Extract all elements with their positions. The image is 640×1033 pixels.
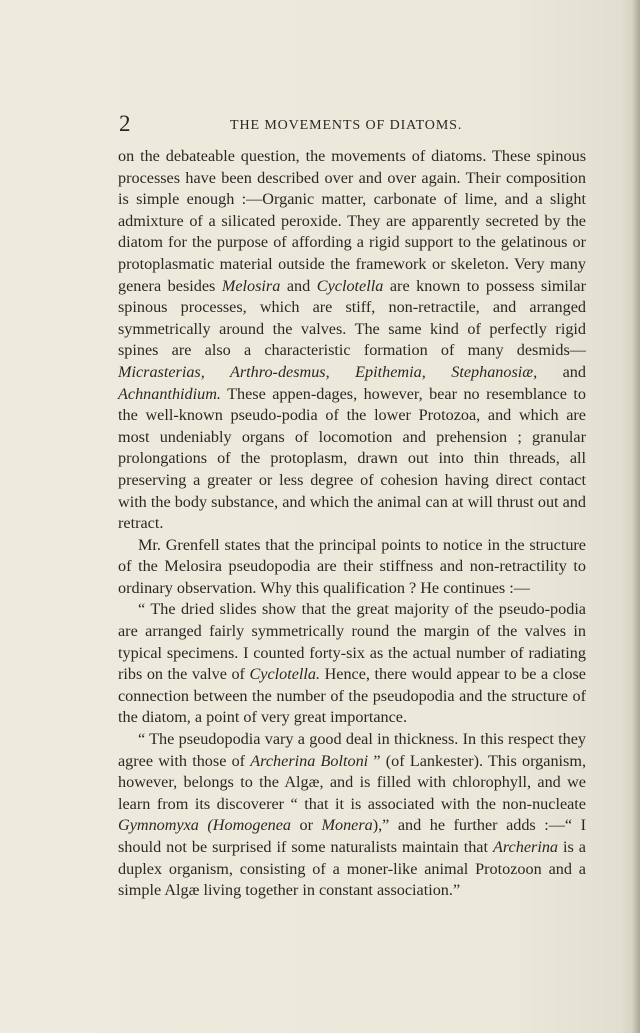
text-run: These appen-dages, however, bear no resemblance to the well-known pseudo-podia of the lower Protozoa, and which are most undeniably organs of locomotion and prehension ; granular prolongations of the protoplasm, drawn out into thin threads, all preserving a greater or less degree of cohesion having direct contact with the body substance, and which the animal can at will thrust out and retract.: [118, 384, 586, 533]
text-run: Hence, there would appear to be a close connection between the number of the pseudopodia and the structure of the diatom, a point of very great importance.: [118, 665, 586, 727]
paragraph: [118, 146, 586, 535]
text-run: are known to possess similar spinous processes, which are stiff, non-retractile, and arranged symmetrically around the valves. The same kind of perfectly rigid spines are also a characteristic formation of many desmids—: [118, 276, 586, 360]
text-run-italic: Cyclotella.: [249, 665, 321, 684]
text-run: “ The dried slides show that the great majority of the pseudo-podia are arranged fairly symmetrically round the margin of the valves in typical specimens. I counted forty-six as the actual number of radiating ribs on the valve of: [118, 600, 586, 684]
text-run: or: [291, 816, 322, 835]
text-run-italic: Archerina: [492, 838, 559, 856]
body-text: [118, 146, 586, 902]
text-run-italic: Cyclotella: [316, 276, 384, 295]
page-edge-shadow: [632, 0, 640, 1033]
text-run: is a duplex organism, consisting of a moner-like animal Protozoon and a simple Algæ living together in constant association.”: [118, 838, 586, 900]
paragraph: [118, 599, 586, 729]
paragraph: [118, 729, 586, 902]
text-run: and: [280, 276, 317, 295]
text-run-italic: Archerina Boltoni: [250, 751, 369, 770]
text-run: “ The pseudopodia vary a good deal in thickness. In this respect they agree with those of: [118, 730, 586, 770]
text-run: ” (of Lankester). This organism, however, belongs to the Algæ, and is filled with chlorophyll, and we learn from its discoverer “ that it is associated with the non-nucleate: [118, 751, 586, 813]
text-run-italic: Micrasterias, Arthro-desmus, Epithemia, Stephanosiæ,: [118, 362, 538, 381]
page-header: [0, 112, 640, 136]
text-run: Mr. Grenfell states that the principal points to notice in the structure of the Melosira pseudopodia are their stiffness and non-retractility to ordinary observation. Why this qualification ? He continues :—: [118, 535, 586, 597]
text-run-italic: Gymnomyxa (Homogenea: [118, 816, 292, 835]
text-run-italic: Achnanthidium.: [118, 384, 221, 403]
text-run-italic: Monera: [321, 816, 373, 835]
text-run: on the debateable question, the movements of diatoms. These spinous processes have been described over and over again. Their composition is simple enough :—Organic matter, carbonate of lime, and a slight admixture of a silicated peroxide. They are apparently secreted by the diatom for the purpose of affording a rigid support to the gelatinous or protoplasmatic material outside the framework or skeleton. Very many genera besides: [118, 147, 586, 295]
text-run-italic: Melosira: [221, 276, 281, 295]
text-run: ),” and he further adds :—“ I should not be surprised if some naturalists maintain that: [118, 816, 586, 856]
text-run: and: [537, 362, 586, 381]
paragraph: [118, 535, 586, 600]
page-number: 2: [119, 111, 131, 136]
running-head: THE MOVEMENTS OF DIATOMS.: [230, 118, 463, 133]
